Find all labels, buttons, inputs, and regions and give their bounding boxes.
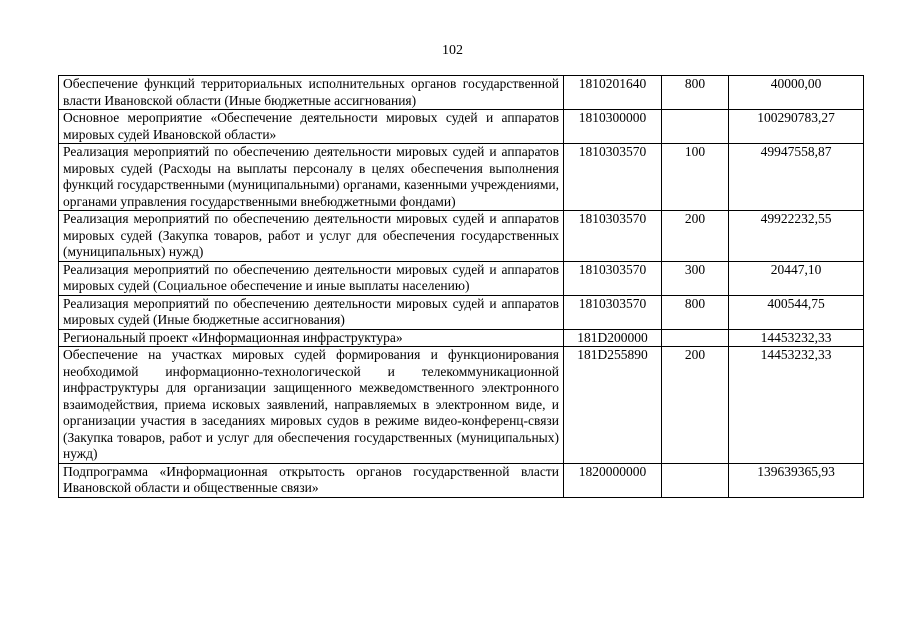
expenditure-name: Основное мероприятие «Обеспечение деятельности мировых судей и аппаратов мировых судей Ивановской области»: [59, 110, 564, 144]
amount-value: 100290783,27: [729, 110, 864, 144]
table-row: [59, 110, 864, 144]
expense-type-code: 100: [662, 144, 729, 211]
amount-value: 14453232,33: [729, 347, 864, 464]
page-number: 102: [442, 43, 463, 58]
expense-type-code: [662, 329, 729, 347]
amount-value: 20447,10: [729, 261, 864, 295]
table-row: [59, 261, 864, 295]
target-article-code: 1810201640: [564, 76, 662, 110]
amount-value: 49922232,55: [729, 211, 864, 262]
expense-type-code: 300: [662, 261, 729, 295]
expenditure-name: Обеспечение функций территориальных исполнительных органов государственной власти Ивановской области (Иные бюджетные ассигнования): [59, 76, 564, 110]
expense-type-code: 200: [662, 347, 729, 464]
amount-value: 40000,00: [729, 76, 864, 110]
amount-value: 49947558,87: [729, 144, 864, 211]
expenditure-name: Обеспечение на участках мировых судей формирования и функционирования необходимой информационно-технологической и телекоммуникационной инфраструктуры для организации защищенного межведомственного электронного взаимодействия, приема исковых заявлений, направляемых в электронном виде, и организации участия в заседаниях мировых судов в режиме видео-конференц-связи (Закупка товаров, работ и услуг для обеспечения государственных (муниципальных) нужд): [59, 347, 564, 464]
expense-type-code: 200: [662, 211, 729, 262]
expenditure-name: Подпрограмма «Информационная открытость органов государственной власти Ивановской области и общественные связи»: [59, 463, 564, 497]
expenditure-name: Региональный проект «Информационная инфраструктура»: [59, 329, 564, 347]
target-article-code: 1810303570: [564, 261, 662, 295]
amount-value: 400544,75: [729, 295, 864, 329]
expenditure-name: Реализация мероприятий по обеспечению деятельности мировых судей и аппаратов мировых судей (Социальное обеспечение и иные выплаты населению): [59, 261, 564, 295]
target-article-code: 1810303570: [564, 144, 662, 211]
amount-value: 139639365,93: [729, 463, 864, 497]
expenditure-name: Реализация мероприятий по обеспечению деятельности мировых судей и аппаратов мировых судей (Расходы на выплаты персоналу в целях обеспечения выполнения функций государственными (муниципальными) органами, казенными учреждениями, органами управления государственными внебюджетными фондами): [59, 144, 564, 211]
table-row: [59, 295, 864, 329]
table-row: [59, 347, 864, 464]
target-article-code: 1810303570: [564, 295, 662, 329]
amount-value: 14453232,33: [729, 329, 864, 347]
table-row: [59, 76, 864, 110]
expenditure-name: Реализация мероприятий по обеспечению деятельности мировых судей и аппаратов мировых судей (Закупка товаров, работ и услуг для обеспечения государственных (муниципальных) нужд): [59, 211, 564, 262]
target-article-code: 181D255890: [564, 347, 662, 464]
table-row: [59, 329, 864, 347]
budget-table: [58, 75, 864, 498]
table-row: [59, 144, 864, 211]
expenditure-name: Реализация мероприятий по обеспечению деятельности мировых судей и аппаратов мировых судей (Иные бюджетные ассигнования): [59, 295, 564, 329]
table-row: [59, 211, 864, 262]
table-row: [59, 463, 864, 497]
expense-type-code: [662, 110, 729, 144]
target-article-code: 1810300000: [564, 110, 662, 144]
target-article-code: 181D200000: [564, 329, 662, 347]
expense-type-code: [662, 463, 729, 497]
expense-type-code: 800: [662, 76, 729, 110]
target-article-code: 1820000000: [564, 463, 662, 497]
target-article-code: 1810303570: [564, 211, 662, 262]
expense-type-code: 800: [662, 295, 729, 329]
